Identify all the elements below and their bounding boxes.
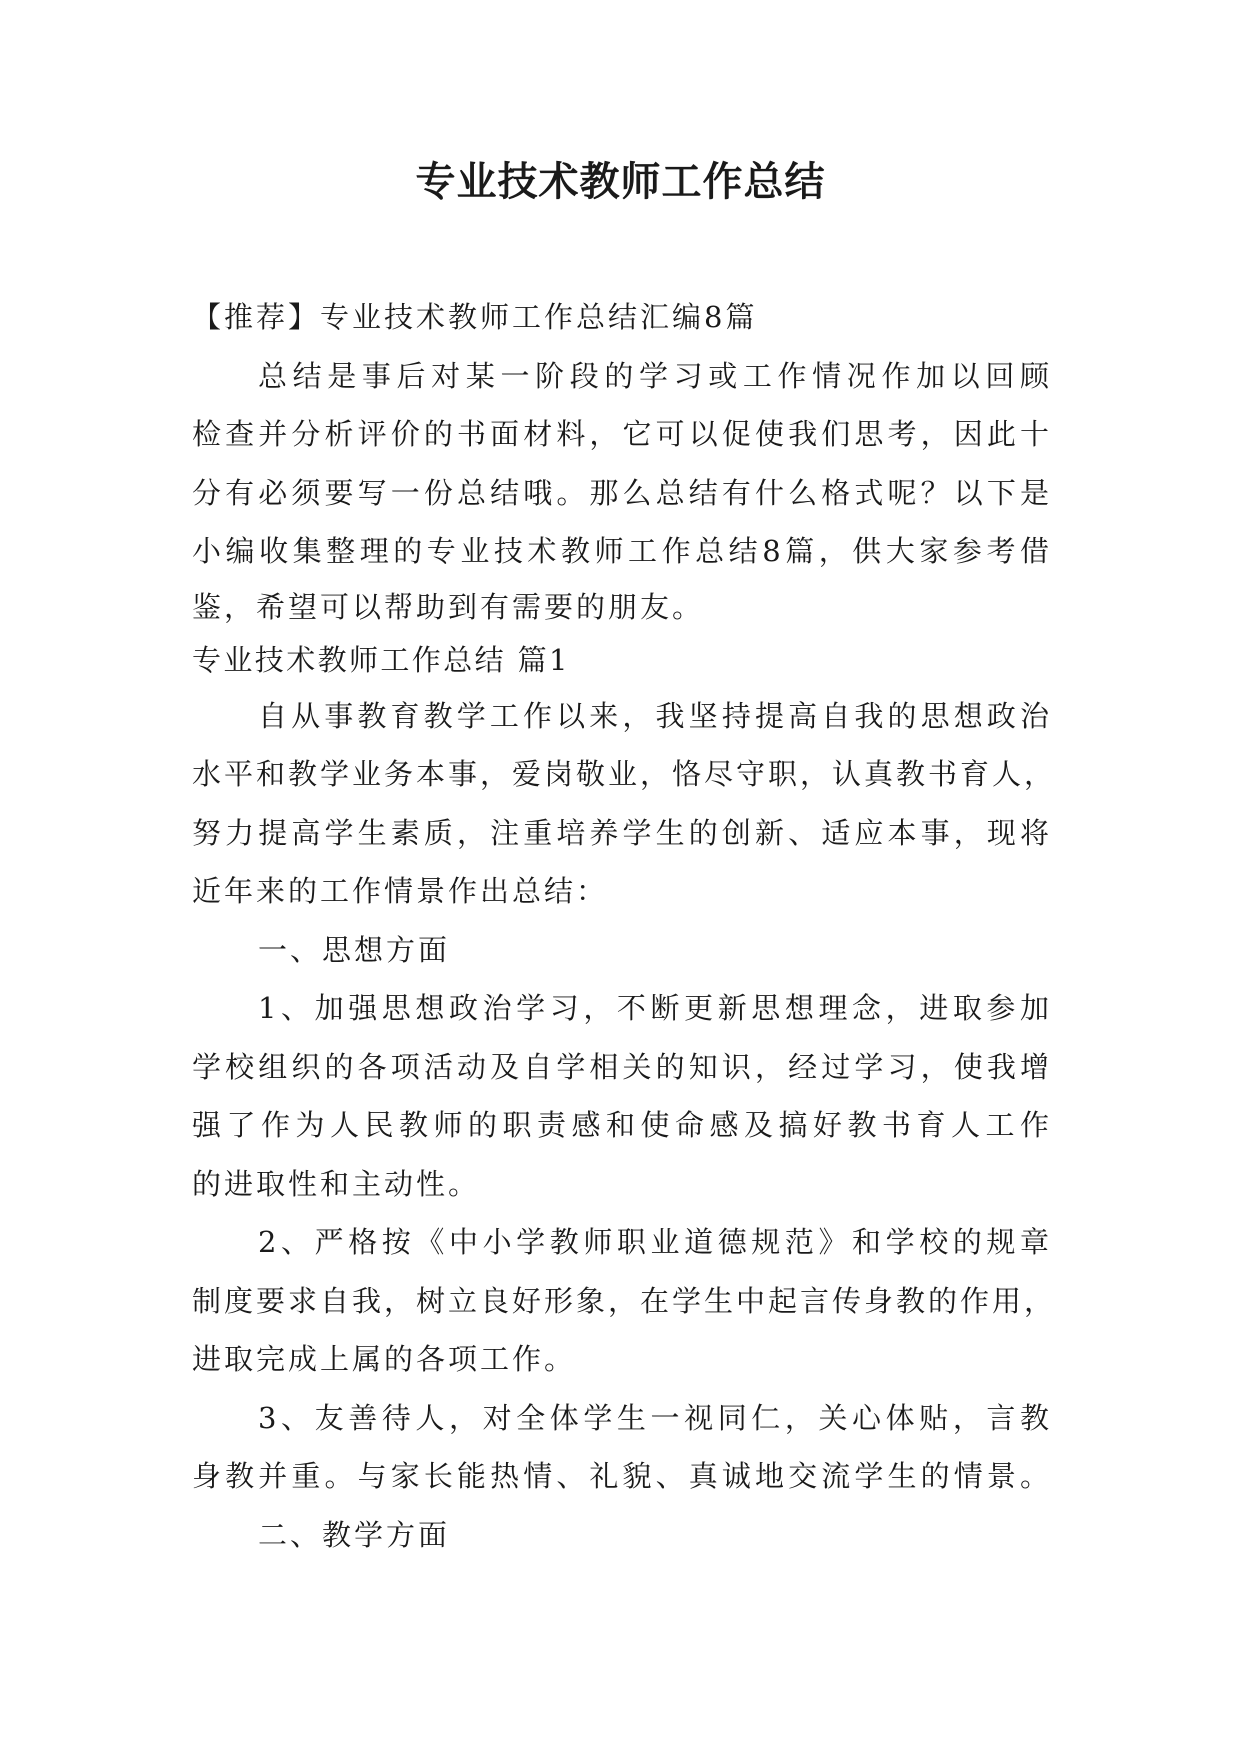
text-line: 小编收集整理的专业技术教师工作总结8篇，供大家参考借 bbox=[192, 534, 1052, 568]
text-line: 自从事教育教学工作以来，我坚持提高自我的思想政治 bbox=[258, 698, 1052, 733]
text-line: 3、友善待人，对全体学生一视同仁，关心体贴，言教 bbox=[258, 1400, 1052, 1435]
section-heading: 专业技术教师工作总结 篇1 bbox=[192, 642, 570, 677]
text-line: 2、严格按《中小学教师职业道德规范》和学校的规章 bbox=[258, 1225, 1052, 1259]
text-line: 进取完成上属的各项工作。 bbox=[192, 1342, 577, 1376]
text-line: 鉴，希望可以帮助到有需要的朋友。 bbox=[192, 589, 705, 624]
text-line: 的进取性和主动性。 bbox=[192, 1166, 481, 1201]
text-line: 总结是事后对某一阶段的学习或工作情况作加以回顾 bbox=[258, 358, 1052, 393]
text-line: 近年来的工作情景作出总结： bbox=[192, 874, 609, 908]
subheading: 二、教学方面 bbox=[258, 1517, 451, 1552]
document-body bbox=[192, 288, 1057, 1564]
text-line: 制度要求自我，树立良好形象，在学生中起言传身教的作用， bbox=[192, 1283, 1057, 1318]
text-line: 强了作为人民教师的职责感和使命感及搞好教书育人工作 bbox=[192, 1108, 1052, 1142]
text-line: 学校组织的各项活动及自学相关的知识，经过学习，使我增 bbox=[192, 1049, 1052, 1084]
text-line: 检查并分析评价的书面材料，它可以促使我们思考，因此十 bbox=[192, 417, 1052, 451]
text-line: 努力提高学生素质，注重培养学生的创新、适应本事，现将 bbox=[192, 815, 1052, 850]
text-line: 1、加强思想政治学习，不断更新思想理念，进取参加 bbox=[258, 991, 1052, 1025]
text-line: 身教并重。与家长能热情、礼貌、真诚地交流学生的情景。 bbox=[192, 1459, 1052, 1493]
text-line: 【推荐】专业技术教师工作总结汇编8篇 bbox=[192, 300, 758, 334]
subheading: 一、思想方面 bbox=[258, 932, 451, 967]
text-line: 分有必须要写一份总结哦。那么总结有什么格式呢？以下是 bbox=[192, 475, 1052, 510]
text-line: 水平和教学业务本事，爱岗敬业，恪尽守职，认真教书育人， bbox=[192, 757, 1057, 791]
document-title: 专业技术教师工作总结 bbox=[415, 159, 826, 205]
